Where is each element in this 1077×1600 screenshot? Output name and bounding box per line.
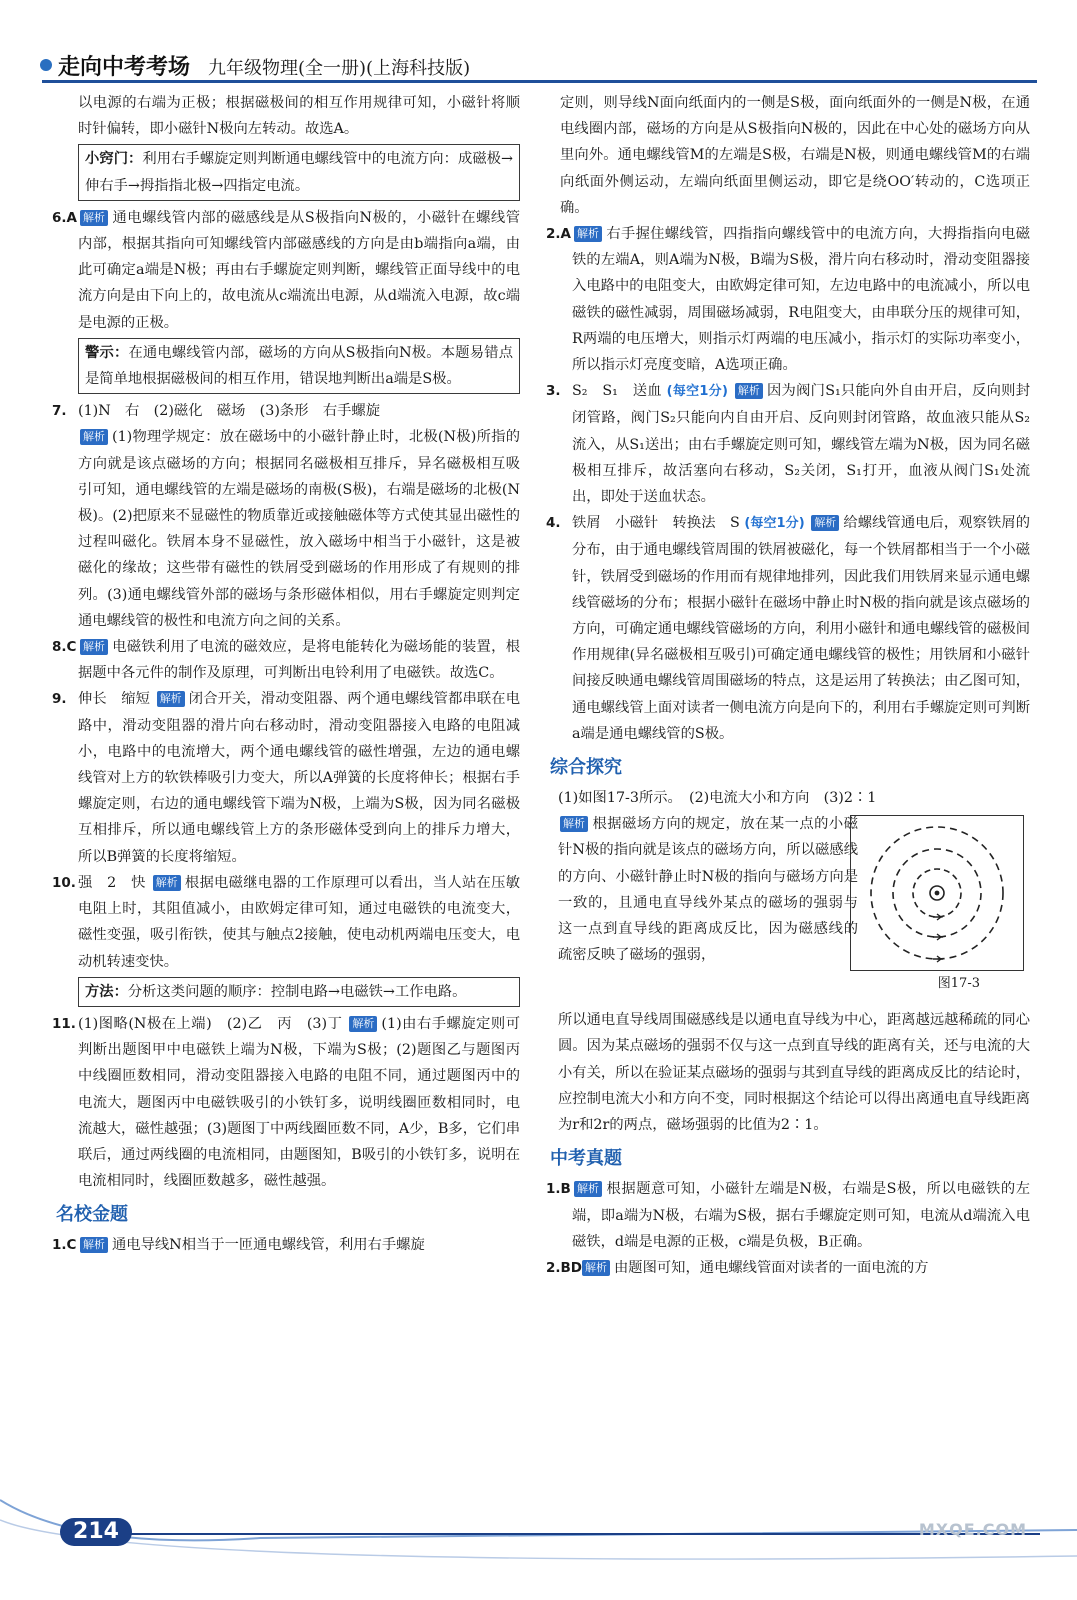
item-number: 2.A bbox=[546, 226, 571, 243]
answer-item bbox=[52, 686, 520, 869]
analysis-text: 通电螺线管内部的磁感线是从S极指向N极的，小磁针在螺线管内部，根据其指向可知螺线管内部磁感线的方向是由b端指向a端，由此可确定a端是N极；再由右手螺旋定则判断，螺线管正面导线中的电流方向是由下向上的，故电流从c端流出电源，从d端流入电源，故c端是电源的正极。 bbox=[78, 209, 520, 331]
analysis-tag: 解析 bbox=[560, 816, 588, 832]
analysis-text: 右手握住螺线管，四指指向螺线管中的电流方向，大拇指指向电磁铁的左端A，则A端为N极，B端为S极，滑片向右移动时，滑动变阻器接入电路中的电阻变大，由欧姆定律可知，左边电路中的电流减小，所以电磁铁的磁性减弱，周围磁场减弱，R电阻变大，由串联分压的规律可知，R两端的电压增大，则指示灯两端的电压减小，指示灯的实际功率变小，所以指示灯亮度变暗，A选项正确。 bbox=[572, 226, 1030, 374]
page-footer bbox=[0, 1460, 1077, 1600]
item-number: 7. bbox=[52, 403, 67, 420]
analysis-text: 根据电磁继电器的工作原理可以看出，当人站在压敏电阻上时，其阻值减小，由欧姆定律可知，通过电磁铁的电流变大，磁性变强，吸引衔铁，使其与触点2接触，使电动机两端电压变大，电动机转速变快。 bbox=[78, 874, 521, 970]
field-lines-diagram bbox=[851, 816, 1023, 970]
analysis-tag: 解析 bbox=[811, 515, 839, 531]
analysis-tag: 解析 bbox=[582, 1260, 610, 1276]
book-title: 九年级物理(全一册)(上海科技版) bbox=[208, 58, 471, 79]
watermark: MXQE.COM bbox=[918, 1520, 1027, 1539]
analysis-tag: 解析 bbox=[80, 639, 108, 655]
analysis-text: 根据磁场方向的规定，放在某一点的小磁针N极的指向就是该点的磁场方向，所以磁感线的方向、小磁针静止时N极的指向与磁场方向是一致的，且通电直导线外某点的磁场的强弱与这一点到直导线的距离成反比，因为磁感线的疏密反映了磁场的强弱， bbox=[558, 816, 858, 964]
answer-item bbox=[546, 510, 1030, 747]
item-number: 2.BD bbox=[546, 1259, 583, 1276]
warning-box bbox=[78, 338, 520, 394]
analysis-text: 根据题意可知，小磁针左端是N极，右端是S极，所以电磁铁的左端，即a端为N极，右端为S极，据右手螺旋定则可知，电流从d端流入电磁铁，d端是电源的正极，c端是负极，B正确。 bbox=[572, 1181, 1030, 1250]
answer-item bbox=[546, 378, 1030, 510]
item-number: 1.B bbox=[546, 1181, 571, 1198]
analysis-text: 因为阀门S₁只能向外自由开启，反向则封闭管路，阀门S₂只能向内自由开启、反向则封闭管路，故血液只能从S₂流入，从S₁送出；由右手螺旋定则可知，螺线管左端为N极，因为同名磁极相互排斥，故活塞向右移动，S₂关闭，S₁打开，血液从阀门S₁处流出，即处于送血状态。 bbox=[572, 383, 1031, 506]
left-column bbox=[52, 90, 520, 1259]
answer-text: S₂ S₁ 送血 bbox=[572, 383, 662, 400]
answer-item bbox=[52, 398, 520, 634]
analysis-text: 所以通电直导线周围磁感线是以通电直导线为中心，距离越远越稀疏的同心圆。因为某点磁场的强弱不仅与这一点到直导线的距离有关，还与电流的大小有关，所以在验证某点磁场的强弱与其到直导线的距离成反比的结论时，应控制电流大小和方向不变，同时根据这个结论可以得出离通电直导线距离为r和2r的两点，磁场强弱的比值为2∶1。 bbox=[558, 1012, 1030, 1134]
analysis-tag: 解析 bbox=[574, 226, 602, 242]
header-dot-icon bbox=[40, 59, 52, 71]
analysis-tag: 解析 bbox=[574, 1181, 602, 1197]
analysis-text: 通电导线N相当于一匝通电螺线管，利用右手螺旋 bbox=[112, 1237, 425, 1254]
analysis-text: 给螺线管通电后，观察铁屑的分布，由于通电螺线管周围的铁屑被磁化，每一个铁屑都相当于一个小磁针，铁屑受到磁场的作用而有规律地排列，因此我们用铁屑来显示通电螺线管磁场的分布；根据小磁针在磁场中静止时N极的指向就是该点磁场的方向，可确定通电螺线管磁场的方向，利用小磁针和通电螺线管的磁极间作用规律(异名磁极相互吸引)可确定通电螺线管的极性；用铁屑和小磁针间接反映通电螺线管周围磁场的特点，这是运用了转换法；由乙图可知，通电螺线管上面对读者一侧电流方向是向下的，利用右手螺旋定则可判断a端是通电螺线管的S极。 bbox=[572, 515, 1031, 742]
analysis-text: 电磁铁利用了电流的磁效应，是将电能转化为磁场能的装置，根据题中各元件的制作及原理，可判断出电铃利用了电磁铁。故选C。 bbox=[78, 639, 520, 682]
item-number: 4. bbox=[546, 515, 561, 532]
analysis-tag: 解析 bbox=[349, 1016, 377, 1032]
answer-item bbox=[52, 1011, 520, 1194]
page-header bbox=[30, 48, 1037, 82]
answer-item bbox=[52, 634, 520, 686]
tip-box bbox=[78, 144, 520, 200]
item-number: 1.C bbox=[52, 1237, 77, 1254]
analysis-text: (1)由右手螺旋定则可判断出题图甲中电磁铁上端为N极，下端为S极；(2)题图乙与题图丙中线圈匝数相同，滑动变阻器接入电路的电阻不同，通过题图丙中的电流大，题图丙中电磁铁吸引的小铁钉多，说明线圈匝数相同时，电流越大，磁性越强；(3)题图丁中两线圈匝数不同，A少，B多，它们串联后，通过两线圈的电流相同，由题图知，B吸引的小铁钉多，说明在电流相同时，线圈匝数越多，磁性越强。 bbox=[78, 1015, 520, 1190]
analysis-tag: 解析 bbox=[80, 429, 108, 445]
answer-item bbox=[52, 1232, 520, 1258]
score-note: (每空1分) bbox=[744, 516, 805, 532]
answer-item bbox=[52, 870, 520, 975]
continued-text: 定则，则导线N面向纸面内的一侧是S极，面向纸面外的一侧是N极，在通电线圈内部，磁场的方向是从S极指向N极的，因此在中心处的磁场方向从里向外。通电螺线管M的左端是S极，右端是N极，则通电螺线管M的右端向纸面外侧运动，左端向纸面里侧运动，即它是绕OO′转动的，C选项正确。 bbox=[560, 95, 1030, 216]
answer-item bbox=[546, 1176, 1030, 1255]
series-title: 走向中考考场 bbox=[58, 55, 191, 80]
section-heading-zhongkao: 中考真题 bbox=[550, 1148, 622, 1170]
item-number: 3. bbox=[546, 383, 561, 400]
header-rule bbox=[42, 80, 1037, 83]
item-number: 8.C bbox=[52, 639, 77, 656]
method-text: 分析这类问题的顺序：控制电路→电磁铁→工作电路。 bbox=[127, 983, 467, 1000]
section-heading-mingxiao: 名校金题 bbox=[56, 1204, 128, 1226]
analysis-tag: 解析 bbox=[80, 210, 108, 226]
item-number: 9. bbox=[52, 691, 67, 708]
warning-text: 在通电螺线管内部，磁场的方向从S极指向N极。本题易错点是简单地根据磁极间的相互作用，错误地判断出a端是S极。 bbox=[85, 344, 513, 388]
item-number: 6.A bbox=[52, 209, 77, 226]
answer-text: 伸长 缩短 bbox=[78, 691, 151, 708]
footer-decoration bbox=[0, 1460, 1077, 1600]
answer-item bbox=[546, 221, 1030, 378]
analysis-tag: 解析 bbox=[80, 1237, 108, 1253]
answer-text: (1)图略(N极在上端) (2)乙 丙 (3)丁 bbox=[78, 1015, 343, 1032]
figure-17-3 bbox=[850, 815, 1024, 971]
arrow-icon bbox=[933, 914, 941, 920]
figure-caption: 图17-3 bbox=[937, 976, 980, 992]
analysis-tag: 解析 bbox=[153, 875, 181, 891]
method-box bbox=[78, 977, 520, 1007]
warning-label: 警示： bbox=[85, 344, 129, 361]
answer-item bbox=[52, 205, 520, 336]
current-dot-icon bbox=[935, 891, 940, 896]
item-number: 10. bbox=[52, 874, 76, 891]
answer-item bbox=[546, 1255, 1030, 1281]
arrow-icon bbox=[933, 934, 941, 940]
analysis-paragraph bbox=[546, 811, 858, 968]
method-label: 方法： bbox=[85, 983, 128, 1000]
analysis-text: 闭合开关，滑动变阻器、两个通电螺线管都串联在电路中，滑动变阻器的滑片向右移动时，滑动变阻器接入电路的电阻减小，电路中的电流增大，两个通电螺线管的磁性增强，左边的通电螺线管对上方的软铁棒吸引力变大，所以A弹簧的长度将伸长；根据右手螺旋定则，右边的通电螺线管下端为N极，上端为S极，因为同名磁极互相排斥，所以通电螺线管上方的条形磁体受到向上的排斥力增大，所以B弹簧的长度将缩短。 bbox=[78, 691, 521, 865]
answer-text: 强 2 快 bbox=[78, 874, 146, 891]
answer-text: 铁屑 小磁针 转换法 S bbox=[572, 515, 740, 532]
analysis-text: (1)物理学规定：放在磁场中的小磁针静止时，北极(N极)所指的方向就是该点磁场的方向；根据同名磁极相互排斥，异名磁极相互吸引可知，通电螺线管的左端是磁场的南极(S极)，右端是磁场的北极(N极)。(2)把原来不显磁性的物质靠近或接触磁体等方式使其显出磁性的过程叫磁化。铁屑本身不显磁性，放入磁场中相当于小磁针，这是被磁化的缘故；这些带有磁性的铁屑受到磁场的作用形成了有规则的排列。(3)通电螺线管外部的磁场与条形磁体相似，用右手螺旋定则判定通电螺线管的极性和电流方向之间的关系。 bbox=[78, 429, 520, 629]
section-heading-zonghe: 综合探究 bbox=[550, 757, 622, 779]
page-number: 214 bbox=[60, 1518, 132, 1546]
score-note: (每空1分) bbox=[666, 384, 728, 400]
tip-label: 小窍门： bbox=[85, 151, 143, 168]
continued-text: 以电源的右端为正极；根据磁极间的相互作用规律可知，小磁针将顺时针偏转，即小磁针N极向左转动。故选A。 bbox=[78, 95, 520, 138]
right-column bbox=[546, 90, 1030, 1281]
analysis-text: 由题图可知，通电螺线管面对读者的一面电流的方 bbox=[614, 1259, 929, 1276]
arrow-icon bbox=[933, 956, 941, 962]
figure-block bbox=[546, 811, 1030, 1007]
answer-text: (1)N 右 (2)磁化 磁场 (3)条形 右手螺旋 bbox=[78, 403, 381, 420]
tip-text: 利用右手螺旋定则判断通电螺线管中的电流方向：成磁极→伸右手→拇指指北极→四指定电流。 bbox=[85, 151, 514, 194]
answer-text: (1)如图17-3所示。 (2)电流大小和方向 (3)2∶1 bbox=[558, 790, 877, 807]
analysis-tag: 解析 bbox=[157, 691, 185, 707]
item-number: 11. bbox=[52, 1015, 76, 1032]
analysis-tag: 解析 bbox=[735, 383, 763, 399]
